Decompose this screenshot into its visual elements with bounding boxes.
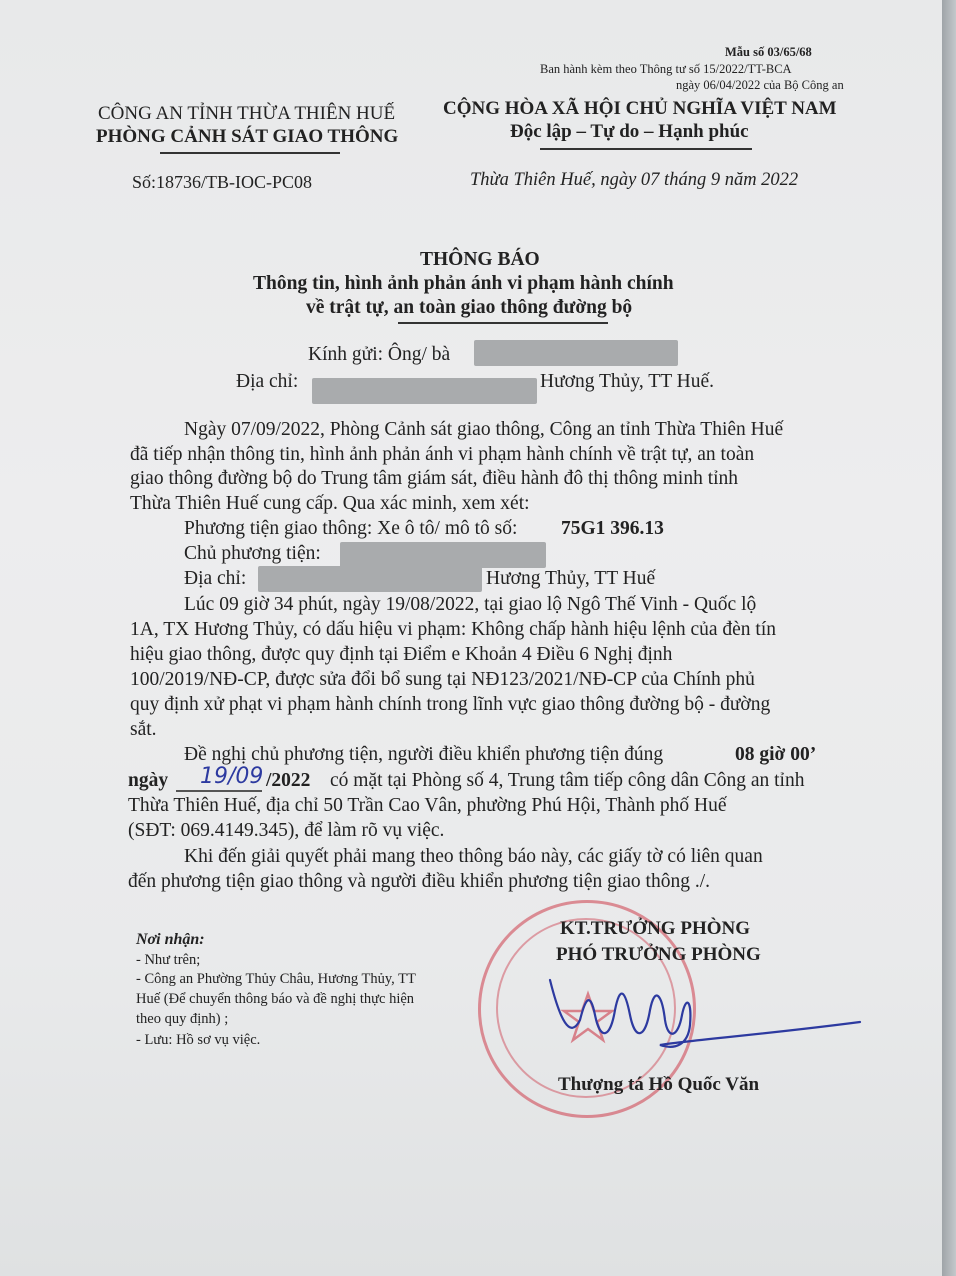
appointment-day-label: ngày — [128, 770, 169, 791]
recipients-item-2-line1: - Công an Phường Thủy Châu, Hương Thủy, TT — [136, 971, 416, 987]
recipients-item-2-line3: theo quy định) ; — [136, 1011, 229, 1027]
nation-name: CỘNG HÒA XÃ HỘI CHỦ NGHĨA VIỆT NAM — [443, 98, 837, 119]
document-number: Số:18736/TB-IOC-PC08 — [132, 172, 313, 192]
body-p2-line2: 1A, TX Hương Thủy, có dấu hiệu vi phạm: Không chấp hành hiệu lệnh của đèn tín — [130, 619, 777, 640]
appointment-year: /2022 — [266, 770, 311, 791]
motto-underline — [540, 148, 752, 150]
body-p1-line4: Thừa Thiên Huế cung cấp. Qua xác minh, xem xét: — [130, 493, 530, 514]
signature-title-1: KT.TRƯỞNG PHÒNG — [560, 918, 750, 939]
body-p1-line3: giao thông đường bộ do Trung tâm giám sát, điều hành đô thị thông minh tỉnh — [130, 468, 739, 489]
vehicle-label: Phương tiện giao thông: Xe ô tô/ mô tô số: — [184, 518, 518, 539]
form-issued-line2: ngày 06/04/2022 của Bộ Công an — [676, 78, 844, 92]
body-p4-line1: Khi đến giải quyết phải mang theo thông báo này, các giấy tờ có liên quan — [184, 846, 763, 867]
recipient-address-redaction — [312, 378, 537, 404]
vehicle-plate: 75G1 396.13 — [561, 518, 664, 539]
signature-title-2: PHÓ TRƯỞNG PHÒNG — [556, 944, 761, 965]
owner-address-redaction — [258, 566, 482, 592]
signer-name: Thượng tá Hồ Quốc Văn — [558, 1074, 760, 1095]
place-date: Thừa Thiên Huế, ngày 07 tháng 9 năm 2022 — [470, 170, 799, 190]
recipient-name-redaction — [474, 340, 678, 366]
body-p3-line4: (SĐT: 069.4149.345), để làm rõ vụ việc. — [128, 820, 445, 841]
notice-subtitle-2: về trật tự, an toàn giao thông đường bộ — [306, 297, 633, 318]
recipients-heading: Nơi nhận: — [136, 931, 205, 948]
background-edge — [942, 0, 956, 1276]
recipients-item-2-line2: Huế (Để chuyển thông báo và đề nghị thực hiện — [136, 991, 415, 1007]
body-p4-line2: đến phương tiện giao thông và người điều khiển phương tiện giao thông ./. — [128, 871, 711, 892]
recipient-address-label: Địa chỉ: — [236, 371, 299, 392]
notice-title: THÔNG BÁO — [420, 249, 540, 270]
body-p2-line1: Lúc 09 giờ 34 phút, ngày 19/08/2022, tại giao lộ Ngô Thế Vinh - Quốc lộ — [184, 594, 757, 615]
recipients-item-3: - Lưu: Hồ sơ vụ việc. — [136, 1032, 261, 1048]
body-p3-line1: Đề nghị chủ phương tiện, người điều khiển phương tiện đúng — [184, 744, 664, 765]
recipient-address-partial: Hương Thủy, TT Huế. — [540, 371, 714, 392]
appointment-date-blank — [176, 790, 262, 792]
owner-address-partial: Hương Thủy, TT Huế — [486, 568, 656, 589]
appointment-time: 08 giờ 00’ — [735, 744, 817, 765]
body-p2-line4: 100/2019/NĐ-CP, được sửa đổi bổ sung tại NĐ123/2021/NĐ-CP của Chính phủ — [130, 669, 755, 690]
body-p1-line1: Ngày 07/09/2022, Phòng Cảnh sát giao thông, Công an tỉnh Thừa Thiên Huế — [184, 419, 784, 440]
nation-motto: Độc lập – Tự do – Hạnh phúc — [510, 121, 749, 142]
recipient-label: Kính gửi: Ông/ bà — [308, 344, 451, 365]
body-p2-line6: sắt. — [130, 719, 157, 740]
recipients-item-1: - Như trên; — [136, 952, 201, 968]
body-p3-line3: Thừa Thiên Huế, địa chỉ 50 Trần Cao Vân, phường Phú Hội, Thành phố Huế — [128, 795, 727, 816]
form-code: Mẫu số 03/65/68 — [725, 45, 812, 59]
body-p2-line5: quy định xử phạt vi phạm hành chính trong lĩnh vực giao thông đường bộ - đường — [130, 694, 771, 715]
body-p1-line2: đã tiếp nhận thông tin, hình ảnh phản ánh vi phạm hành chính về trật tự, an toàn — [130, 444, 755, 465]
owner-address-label: Địa chỉ: — [184, 568, 247, 589]
owner-label: Chủ phương tiện: — [184, 543, 321, 564]
title-underline — [398, 322, 608, 324]
form-issued-line1: Ban hành kèm theo Thông tư số 15/2022/TT-BCA — [540, 62, 792, 76]
agency-unit: PHÒNG CẢNH SÁT GIAO THÔNG — [96, 126, 399, 147]
handwritten-signature — [540, 960, 880, 1060]
notice-subtitle-1: Thông tin, hình ảnh phản ánh vi phạm hành chính — [253, 273, 674, 294]
appointment-date-handwritten: 19/09 — [200, 764, 264, 789]
agency-parent: CÔNG AN TỈNH THỪA THIÊN HUẾ — [98, 103, 396, 124]
owner-name-redaction — [340, 542, 546, 568]
body-p2-line3: hiệu giao thông, được quy định tại Điểm e Khoản 4 Điều 6 Nghị định — [130, 644, 673, 665]
agency-underline — [160, 152, 340, 154]
body-p3-line2: có mặt tại Phòng số 4, Trung tâm tiếp công dân Công an tỉnh — [330, 770, 805, 791]
